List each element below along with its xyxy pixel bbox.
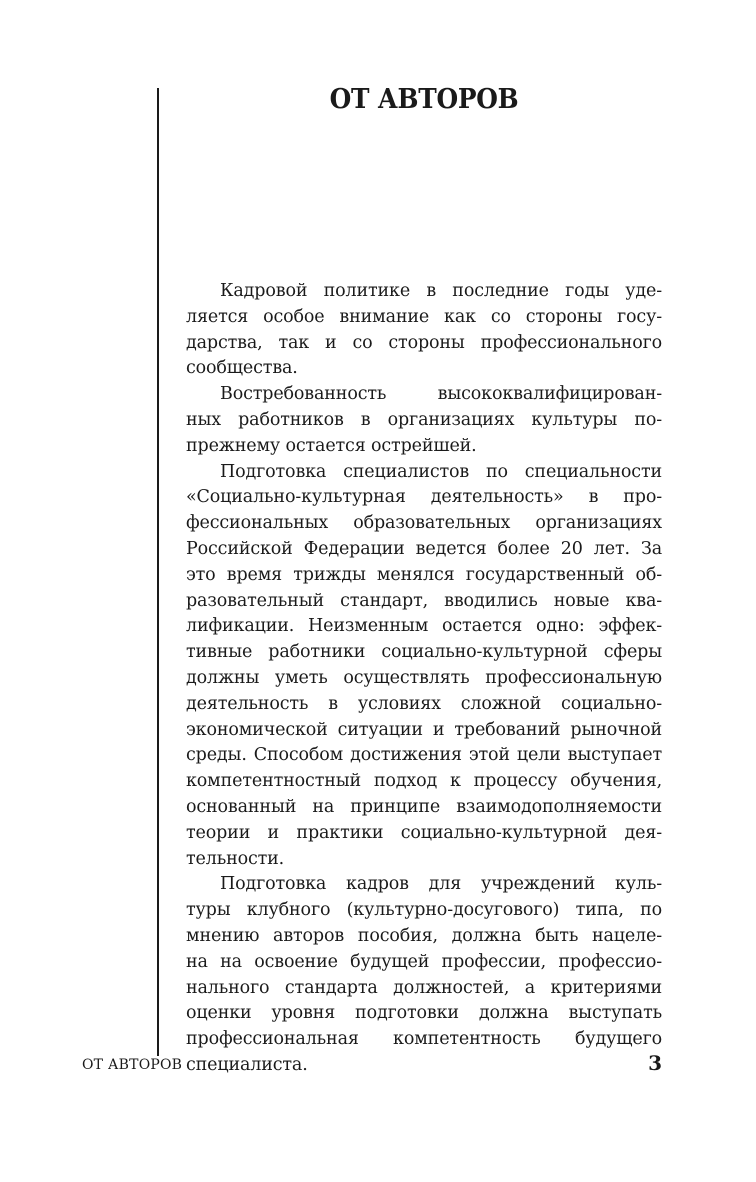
text-line: среды. Способом достижения этой цели выступает [186, 745, 662, 766]
text-line: лификации. Неизменным остается одно: эффек- [186, 616, 662, 637]
text-line: «Социально-культурная деятельность» в про- [186, 487, 662, 508]
text-line: сообщества. [186, 358, 298, 379]
text-line: разовательный стандарт, вводились новые ква- [186, 590, 662, 611]
text-line: оценки уровня подготовки должна выступать [186, 1003, 662, 1024]
text-line: Кадровой политике в последние годы уде- [220, 281, 662, 301]
running-footer: ОТ АВТОРОВ [82, 1057, 183, 1073]
body-text [186, 279, 662, 1079]
text-line: дарства, так и со стороны профессионального [186, 332, 662, 353]
text-line: Подготовка кадров для учреждений куль- [220, 874, 662, 895]
text-line: Российской Федерации ведется более 20 лет. За [186, 538, 662, 559]
text-line: экономической ситуации и требований рыночной [186, 719, 662, 740]
text-line: Подготовка специалистов по специальности [220, 461, 662, 482]
text-line: должны уметь осуществлять профессиональную [186, 667, 662, 688]
page-number: 3 [648, 1051, 662, 1075]
page-title: ОТ АВТОРОВ [329, 84, 519, 115]
paragraph-4 [186, 872, 662, 1078]
text-line: основанный на принципе взаимодополняемости [186, 796, 662, 817]
text-line: прежнему остается острейшей. [186, 435, 477, 456]
text-line: туры клубного (культурно-досугового) типа, по [186, 900, 662, 921]
text-line: тельности. [186, 848, 285, 869]
text-line: фессиональных образовательных организациях [186, 513, 662, 534]
text-line: ляется особое внимание как со стороны госу- [186, 306, 662, 327]
text-line: специалиста. [186, 1054, 308, 1075]
paragraph-3 [186, 460, 662, 873]
text-line: деятельность в условиях сложной социально- [186, 693, 662, 714]
text-line: компетентностный подход к процессу обучения, [186, 771, 662, 792]
text-line: тивные работники социально-культурной сферы [186, 642, 662, 663]
text-line: теории и практики социально-культурной дея- [186, 822, 662, 843]
text-line: ных работников в организациях культуры по- [186, 409, 662, 430]
paragraph-2 [186, 382, 662, 459]
text-line: мнению авторов пособия, должна быть нацеле- [186, 925, 662, 946]
text-line: на на освоение будущей профессии, профессио- [186, 951, 662, 972]
paragraph-1 [186, 279, 662, 382]
text-line: профессиональная компетентность будущего [186, 1029, 662, 1050]
text-line: нального стандарта должностей, а критериями [186, 977, 662, 998]
text-line: Востребованность высококвалифицирован- [220, 384, 662, 405]
vertical-margin-rule [157, 88, 159, 1056]
text-line: это время трижды менялся государственный об- [186, 564, 662, 585]
